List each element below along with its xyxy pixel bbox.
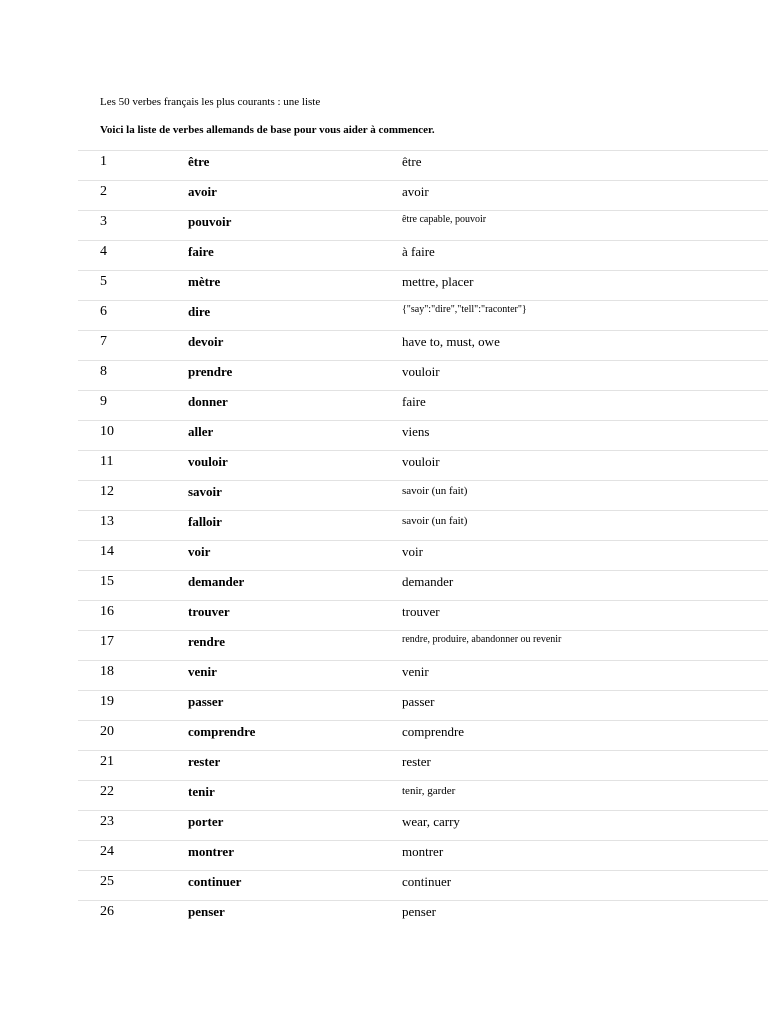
row-number: 5 (100, 274, 107, 289)
table-row (78, 720, 768, 750)
row-number: 9 (100, 394, 107, 409)
row-number: 4 (100, 244, 107, 259)
table-row (78, 180, 768, 210)
verb-cell: vouloir (188, 454, 228, 469)
translation-cell: venir (402, 664, 429, 679)
verb-cell: trouver (188, 604, 230, 619)
translation-cell: tenir, garder (402, 785, 456, 797)
row-number: 18 (100, 664, 114, 679)
table-row (78, 750, 768, 780)
translation-cell: rendre, produire, abandonner ou revenir (402, 634, 562, 645)
row-number: 17 (100, 634, 114, 649)
table-row (78, 510, 768, 540)
translation-cell: have to, must, owe (402, 334, 500, 349)
verb-cell: devoir (188, 334, 224, 349)
translation-cell: continuer (402, 874, 452, 889)
verb-cell: penser (188, 904, 225, 919)
translation-cell: {"say":"dire","tell":"raconter"} (402, 304, 527, 315)
row-number: 19 (100, 694, 114, 709)
verb-cell: rester (188, 754, 221, 769)
verb-cell: porter (188, 814, 224, 829)
verb-cell: venir (188, 664, 217, 679)
row-number: 20 (100, 724, 114, 739)
table-row (78, 810, 768, 840)
verb-cell: mètre (188, 274, 221, 289)
row-number: 25 (100, 874, 114, 889)
table-row (78, 870, 768, 900)
table-row (78, 540, 768, 570)
verb-cell: avoir (188, 184, 217, 199)
verb-cell: donner (188, 394, 228, 409)
row-number: 3 (100, 214, 107, 229)
verb-cell: montrer (188, 844, 234, 859)
table-row (78, 450, 768, 480)
verb-cell: dire (188, 304, 211, 319)
row-number: 13 (100, 514, 114, 529)
translation-cell: faire (402, 394, 426, 409)
verb-cell: prendre (188, 364, 233, 379)
translation-cell: demander (402, 574, 454, 589)
verb-cell: continuer (188, 874, 242, 889)
verb-cell: aller (188, 424, 214, 439)
translation-cell: comprendre (402, 724, 465, 739)
table-row (78, 780, 768, 810)
verb-cell: pouvoir (188, 214, 232, 229)
row-number: 6 (100, 304, 107, 319)
translation-cell: wear, carry (402, 814, 460, 829)
row-number: 24 (100, 844, 114, 859)
translation-cell: montrer (402, 844, 444, 859)
verb-cell: passer (188, 694, 224, 709)
row-number: 11 (100, 454, 114, 469)
row-number: 23 (100, 814, 114, 829)
translation-cell: vouloir (402, 364, 440, 379)
verb-cell: voir (188, 544, 211, 559)
row-number: 12 (100, 484, 114, 499)
translation-cell: trouver (402, 604, 440, 619)
table-row (78, 570, 768, 600)
row-number: 15 (100, 574, 114, 589)
row-number: 22 (100, 784, 114, 799)
verb-table (78, 150, 768, 930)
translation-cell: passer (402, 694, 435, 709)
translation-cell: penser (402, 904, 436, 919)
table-row (78, 600, 768, 630)
table-row (78, 150, 768, 180)
translation-cell: mettre, placer (402, 274, 474, 289)
row-number: 10 (100, 424, 114, 439)
table-row (78, 330, 768, 360)
table-row (78, 420, 768, 450)
translation-cell: à faire (402, 244, 435, 259)
verb-cell: demander (188, 574, 245, 589)
table-row (78, 900, 768, 930)
verb-cell: falloir (188, 514, 222, 529)
table-row (78, 270, 768, 300)
subtitle-text: Voici la liste de verbes allemands de base pour vous aider à commencer. (100, 124, 435, 136)
translation-cell: viens (402, 424, 430, 439)
verb-cell: faire (188, 244, 214, 259)
table-row (78, 480, 768, 510)
table-row (78, 360, 768, 390)
row-number: 8 (100, 364, 107, 379)
table-row (78, 630, 768, 660)
row-number: 7 (100, 334, 107, 349)
verb-cell: rendre (188, 634, 226, 649)
translation-cell: savoir (un fait) (402, 515, 468, 527)
translation-cell: avoir (402, 184, 429, 199)
row-number: 14 (100, 544, 114, 559)
row-number: 1 (100, 154, 107, 169)
row-number: 21 (100, 754, 114, 769)
verb-cell: savoir (188, 484, 222, 499)
table-row (78, 210, 768, 240)
verb-cell: comprendre (188, 724, 256, 739)
table-row (78, 390, 768, 420)
translation-cell: vouloir (402, 454, 440, 469)
row-number: 26 (100, 904, 114, 919)
verb-cell: tenir (188, 784, 215, 799)
translation-cell: savoir (un fait) (402, 485, 468, 497)
translation-cell: être capable, pouvoir (402, 214, 487, 225)
translation-cell: rester (402, 754, 431, 769)
translation-cell: voir (402, 544, 423, 559)
table-row (78, 300, 768, 330)
table-row (78, 660, 768, 690)
verb-cell: être (188, 154, 210, 169)
row-number: 2 (100, 184, 107, 199)
row-number: 16 (100, 604, 114, 619)
table-row (78, 240, 768, 270)
intro-text: Les 50 verbes français les plus courants : une liste (100, 96, 321, 108)
table-row (78, 690, 768, 720)
translation-cell: être (402, 154, 422, 169)
table-row (78, 840, 768, 870)
